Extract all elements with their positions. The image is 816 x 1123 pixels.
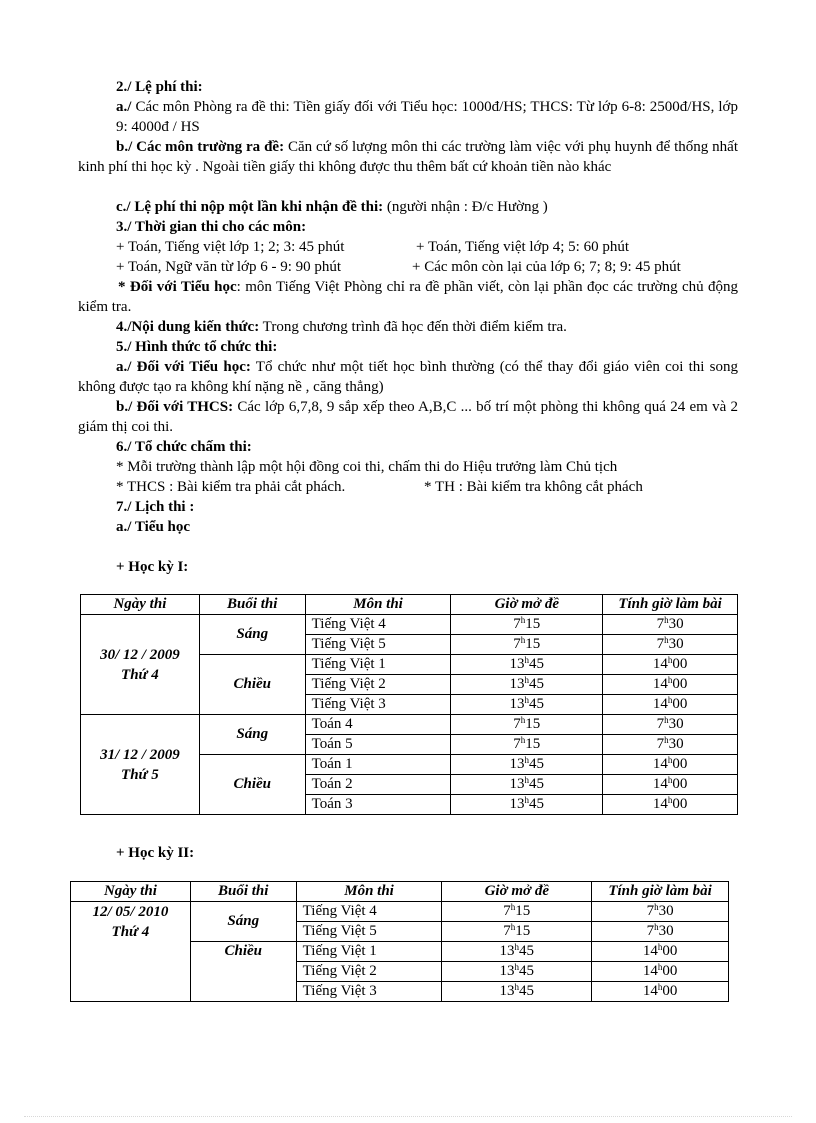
open-time-cell: 13$^h$45	[451, 755, 603, 775]
open-time-cell: 13$^h$45	[442, 962, 592, 982]
table-row	[71, 902, 729, 922]
open-time-cell: 13$^h$45	[451, 695, 603, 715]
section-6-line-2b: * TH : Bài kiểm tra không cắt phách	[424, 479, 643, 495]
subject-cell: Toán 1	[305, 755, 451, 775]
section-3-line-2b: + Các môn còn lại của lớp 6; 7; 8; 9: 45 phút	[412, 259, 681, 275]
semester-1-schedule-table	[80, 594, 738, 815]
page-bottom-divider	[24, 1116, 792, 1117]
subject-cell: Tiếng Việt 1	[296, 942, 442, 962]
open-time-cell: 13$^h$45	[451, 795, 603, 815]
start-time-cell: 7$^h$30	[603, 735, 738, 755]
subject-cell: Toán 4	[305, 715, 451, 735]
header-session: Buổi thi	[199, 595, 305, 615]
session-morning: Sáng	[199, 715, 305, 755]
open-time-cell: 7$^h$15	[451, 615, 603, 635]
open-time-cell: 7$^h$15	[451, 735, 603, 755]
header-open-time: Giờ mở đề	[451, 595, 603, 615]
open-time-cell: 13$^h$45	[442, 942, 592, 962]
session-morning: Sáng	[190, 902, 296, 942]
subject-cell: Toán 2	[305, 775, 451, 795]
header-date: Ngày thi	[81, 595, 200, 615]
section-7a: a./ Tiểu học	[116, 519, 191, 535]
section-2a: a./ Các môn Phòng ra đề thi: Tiền giấy đối với Tiểu học: 1000đ/HS; THCS: Từ lớp 6-8: 2500đ/HS, lớp 9: 4000đ / HS	[116, 99, 738, 135]
session-afternoon: Chiều	[199, 755, 305, 815]
header-subject: Môn thi	[305, 595, 451, 615]
start-time-cell: 14$^h$00	[592, 942, 729, 962]
start-time-cell: 14$^h$00	[603, 655, 738, 675]
session-morning: Sáng	[199, 615, 305, 655]
semester-1-label: + Học kỳ I:	[116, 559, 189, 575]
subject-cell: Tiếng Việt 5	[296, 922, 442, 942]
header-open-time: Giờ mở đề	[442, 882, 592, 902]
table-row	[81, 615, 738, 635]
subject-cell: Tiếng Việt 1	[305, 655, 451, 675]
header-session: Buổi thi	[190, 882, 296, 902]
session-afternoon: Chiều	[199, 655, 305, 715]
table-header-row	[81, 595, 738, 615]
start-time-cell: 14$^h$00	[603, 775, 738, 795]
section-3-line-2a: + Toán, Ngữ văn từ lớp 6 - 9: 90 phút	[116, 259, 342, 275]
open-time-cell: 7$^h$15	[442, 902, 592, 922]
section-3-line-1b: + Toán, Tiếng việt lớp 4; 5: 60 phút	[416, 239, 629, 255]
open-time-cell: 13$^h$45	[451, 675, 603, 695]
semester-2-schedule-table	[70, 881, 729, 1002]
table-row	[81, 715, 738, 735]
subject-cell: Toán 3	[305, 795, 451, 815]
start-time-cell: 14$^h$00	[592, 962, 729, 982]
exam-date-cell: 31/ 12 / 2009 Thứ 5	[81, 715, 200, 815]
section-6-heading: 6./ Tổ chức chấm thi:	[116, 439, 252, 455]
subject-cell: Tiếng Việt 3	[305, 695, 451, 715]
section-7-heading: 7./ Lịch thi :	[116, 499, 195, 515]
section-2b: b./ Các môn trường ra đề: Căn cứ số lượng môn thi các trường làm việc với phụ huynh để thống nhất kinh phí thi học kỳ . Ngoài tiền giấy thi không được thu thêm bất cứ khoản tiền nào khác	[78, 139, 738, 175]
table-header-row	[71, 882, 729, 902]
open-time-cell: 7$^h$15	[442, 922, 592, 942]
subject-cell: Tiếng Việt 2	[296, 962, 442, 982]
start-time-cell: 7$^h$30	[603, 615, 738, 635]
section-6-line-2a: * THCS : Bài kiểm tra phải cắt phách.	[116, 479, 346, 495]
section-5-heading: 5./ Hình thức tổ chức thi:	[116, 339, 278, 355]
semester-2-label: + Học kỳ II:	[116, 845, 195, 861]
exam-date-cell: 12/ 05/ 2010 Thứ 4	[71, 902, 191, 1002]
start-time-cell: 7$^h$30	[592, 922, 729, 942]
header-date: Ngày thi	[71, 882, 191, 902]
section-5b: b./ Đối với THCS: Các lớp 6,7,8, 9 sắp xếp theo A,B,C ... bố trí một phòng thi không quá 24 em và 2 giám thị coi thi.	[78, 399, 738, 435]
start-time-cell: 14$^h$00	[603, 755, 738, 775]
section-3-heading: 3./ Thời gian thi cho các môn:	[116, 219, 307, 235]
start-time-cell: 14$^h$00	[603, 695, 738, 715]
section-2-heading: 2./ Lệ phí thi:	[116, 79, 203, 95]
start-time-cell: 14$^h$00	[603, 795, 738, 815]
subject-cell: Toán 5	[305, 735, 451, 755]
header-start-time: Tính giờ làm bài	[603, 595, 738, 615]
section-3-note: * Đối với Tiểu học: môn Tiếng Việt Phòng chỉ ra đề phần viết, còn lại phần đọc các trường chủ động kiểm tra.	[78, 279, 738, 315]
open-time-cell: 13$^h$45	[442, 982, 592, 1002]
subject-cell: Tiếng Việt 5	[305, 635, 451, 655]
subject-cell: Tiếng Việt 4	[296, 902, 442, 922]
start-time-cell: 7$^h$30	[592, 902, 729, 922]
start-time-cell: 7$^h$30	[603, 635, 738, 655]
section-6-line-1: * Mỗi trường thành lập một hội đồng coi thi, chấm thi do Hiệu trưởng làm Chủ tịch	[116, 459, 618, 475]
session-afternoon: Chiều	[190, 942, 296, 1002]
section-2c: c./ Lệ phí thi nộp một lần khi nhận đề thi: (người nhận : Đ/c Hường )	[116, 199, 548, 215]
start-time-cell: 7$^h$30	[603, 715, 738, 735]
open-time-cell: 13$^h$45	[451, 775, 603, 795]
header-start-time: Tính giờ làm bài	[592, 882, 729, 902]
start-time-cell: 14$^h$00	[592, 982, 729, 1002]
section-3-line-1a: + Toán, Tiếng việt lớp 1; 2; 3: 45 phút	[116, 239, 345, 255]
open-time-cell: 7$^h$15	[451, 715, 603, 735]
section-4: 4./Nội dung kiến thức: Trong chương trình đã học đến thời điểm kiểm tra.	[116, 319, 567, 335]
subject-cell: Tiếng Việt 4	[305, 615, 451, 635]
exam-date-cell: 30/ 12 / 2009 Thứ 4	[81, 615, 200, 715]
start-time-cell: 14$^h$00	[603, 675, 738, 695]
subject-cell: Tiếng Việt 2	[305, 675, 451, 695]
subject-cell: Tiếng Việt 3	[296, 982, 442, 1002]
open-time-cell: 7$^h$15	[451, 635, 603, 655]
section-5a: a./ Đối với Tiểu học: Tổ chức như một tiết học bình thường (có thể thay đổi giáo viên coi thi song không được tạo ra không khí nặng nề , căng thẳng)	[78, 359, 738, 395]
open-time-cell: 13$^h$45	[451, 655, 603, 675]
header-subject: Môn thi	[296, 882, 442, 902]
